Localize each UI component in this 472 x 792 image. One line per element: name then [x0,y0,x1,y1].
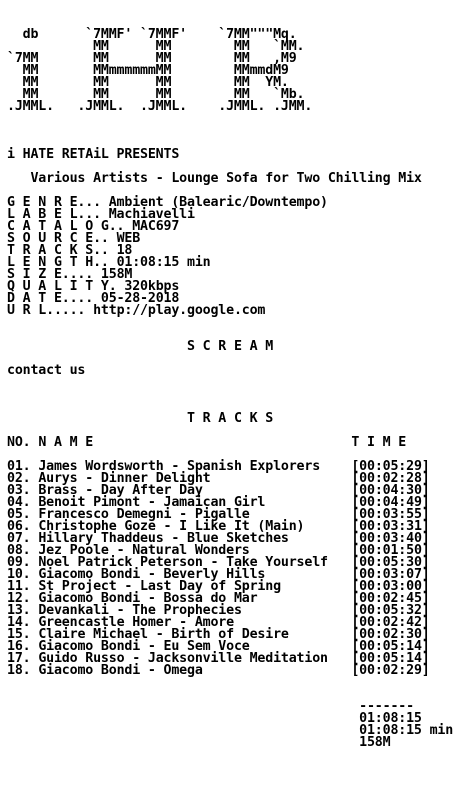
scream-heading: S C R E A M [187,339,274,354]
summary-rule: ------- [359,699,414,714]
track-time: [00:05:14] [351,651,430,666]
track-number: 05. [7,507,31,522]
track-time: [00:03:55] [351,507,430,522]
column-header-time: T I M E [351,435,407,450]
summary-length: 01:08:15 [359,711,422,726]
track-title: Francesco Demegni - Pigalle [38,507,250,522]
info-value: 05-28-2018 [100,291,180,306]
track-time: [00:02:29] [351,663,430,678]
tracks-heading: T R A C K S [187,411,274,426]
presents-line: i HATE RETAiL PRESENTS [7,147,180,162]
track-time: [00:05:30] [351,555,430,570]
track-title: Greencastle Homer - Amore [38,615,234,630]
track-time: [00:05:32] [351,603,430,618]
track-time: [00:03:00] [351,579,430,594]
track-number: 06. [7,519,31,534]
info-key: U R L..... [7,303,86,318]
nfo-document [7,29,453,749]
track-number: 12. [7,591,31,606]
info-key: T R A C K S.. [7,243,109,258]
track-title: Aurys - Dinner Delight [38,471,211,486]
track-time: [00:05:14] [351,639,430,654]
ascii-logo-line: `7MM MM MM MM ,M9 [7,51,297,66]
info-key: L E N G T H.. [7,255,109,270]
track-title: Guido Russo - Jacksonville Meditation [38,651,328,666]
track-title: Benoit Pimont - Jamaican Girl [38,495,266,510]
track-title: Giacomo Bondi - Bossa do Mar [38,591,258,606]
track-time: [00:01:50] [351,543,430,558]
ascii-logo-line: MM MM MM `MM. [7,39,305,54]
track-time: [00:02:45] [351,591,430,606]
track-title: Devankali - The Prophecies [38,603,242,618]
track-number: 07. [7,531,31,546]
track-number: 04. [7,495,31,510]
track-title: Giacomo Bondi - Beverly Hills [38,567,266,582]
info-value: 158M [100,267,133,282]
info-value: Ambient (Balearic/Downtempo) [108,195,328,210]
ascii-logo-line: db `7MMF' `7MMF' `7MM"""Mq. [7,27,297,42]
track-number: 02. [7,471,31,486]
track-number: 08. [7,543,31,558]
track-number: 11. [7,579,31,594]
summary-size: 158M [359,735,391,750]
summary-length: 01:08:15 min [359,723,454,738]
ascii-logo-line: MM MM MM MM `Mb. [7,87,305,102]
info-value: 320kbps [124,279,180,294]
track-number: 13. [7,603,31,618]
info-key: Q U A L I T Y. [7,279,117,294]
info-key: S I Z E.... [7,267,94,282]
url-link[interactable]: http://play.google.com [93,303,266,318]
info-value: Machiavelli [108,207,195,222]
info-key: D A T E.... [7,291,94,306]
ascii-logo-line: .JMML. .JMML. .JMML. .JMML. .JMM. [7,99,313,114]
ascii-logo-line: MM MMmmmmmmMM MMmmdM9 [7,63,289,78]
track-number: 03. [7,483,31,498]
contact-link[interactable]: contact us [7,363,86,378]
info-value: 01:08:15 min [116,255,211,270]
track-number: 16. [7,639,31,654]
info-value: MAC697 [132,219,180,234]
track-title: Christophe Goze - I Like It (Main) [38,519,305,534]
track-time: [00:03:07] [351,567,430,582]
track-title: Giacomo Bondi - Eu Sem Voce [38,639,250,654]
ascii-logo-line: MM MM MM MM YM. [7,75,289,90]
track-time: [00:04:30] [351,483,430,498]
track-title: Claire Michael - Birth of Desire [38,627,289,642]
track-number: 17. [7,651,31,666]
track-number: 01. [7,459,31,474]
track-number: 18. [7,663,31,678]
info-value: WEB [116,231,141,246]
release-title: Various Artists - Lounge Sofa for Two Chilling Mix [30,171,422,186]
track-number: 14. [7,615,31,630]
track-title: Giacomo Bondi - Omega [38,663,203,678]
info-value: 18 [116,243,133,258]
track-number: 15. [7,627,31,642]
track-time: [00:04:49] [351,495,430,510]
track-time: [00:02:42] [351,615,430,630]
track-time: [00:05:29] [351,459,430,474]
track-title: Noel Patrick Peterson - Take Yourself [38,555,328,570]
track-time: [00:03:40] [351,531,430,546]
track-title: St Project - Last Day of Spring [38,579,281,594]
track-time: [00:03:31] [351,519,430,534]
info-key: S O U R C E.. [7,231,109,246]
track-time: [00:02:28] [351,471,430,486]
track-number: 10. [7,567,31,582]
column-header-no: NO. [7,435,31,450]
info-key: C A T A L O G.. [7,219,125,234]
track-title: James Wordsworth - Spanish Explorers [38,459,321,474]
track-time: [00:02:30] [351,627,430,642]
column-header-name: N A M E [38,435,94,450]
track-title: Hillary Thaddeus - Blue Sketches [38,531,289,546]
track-title: Brass - Day After Day [38,483,203,498]
track-number: 09. [7,555,31,570]
info-key: G E N R E... [7,195,101,210]
track-title: Jez Poole - Natural Wonders [38,543,250,558]
info-key: L A B E L... [7,207,101,222]
